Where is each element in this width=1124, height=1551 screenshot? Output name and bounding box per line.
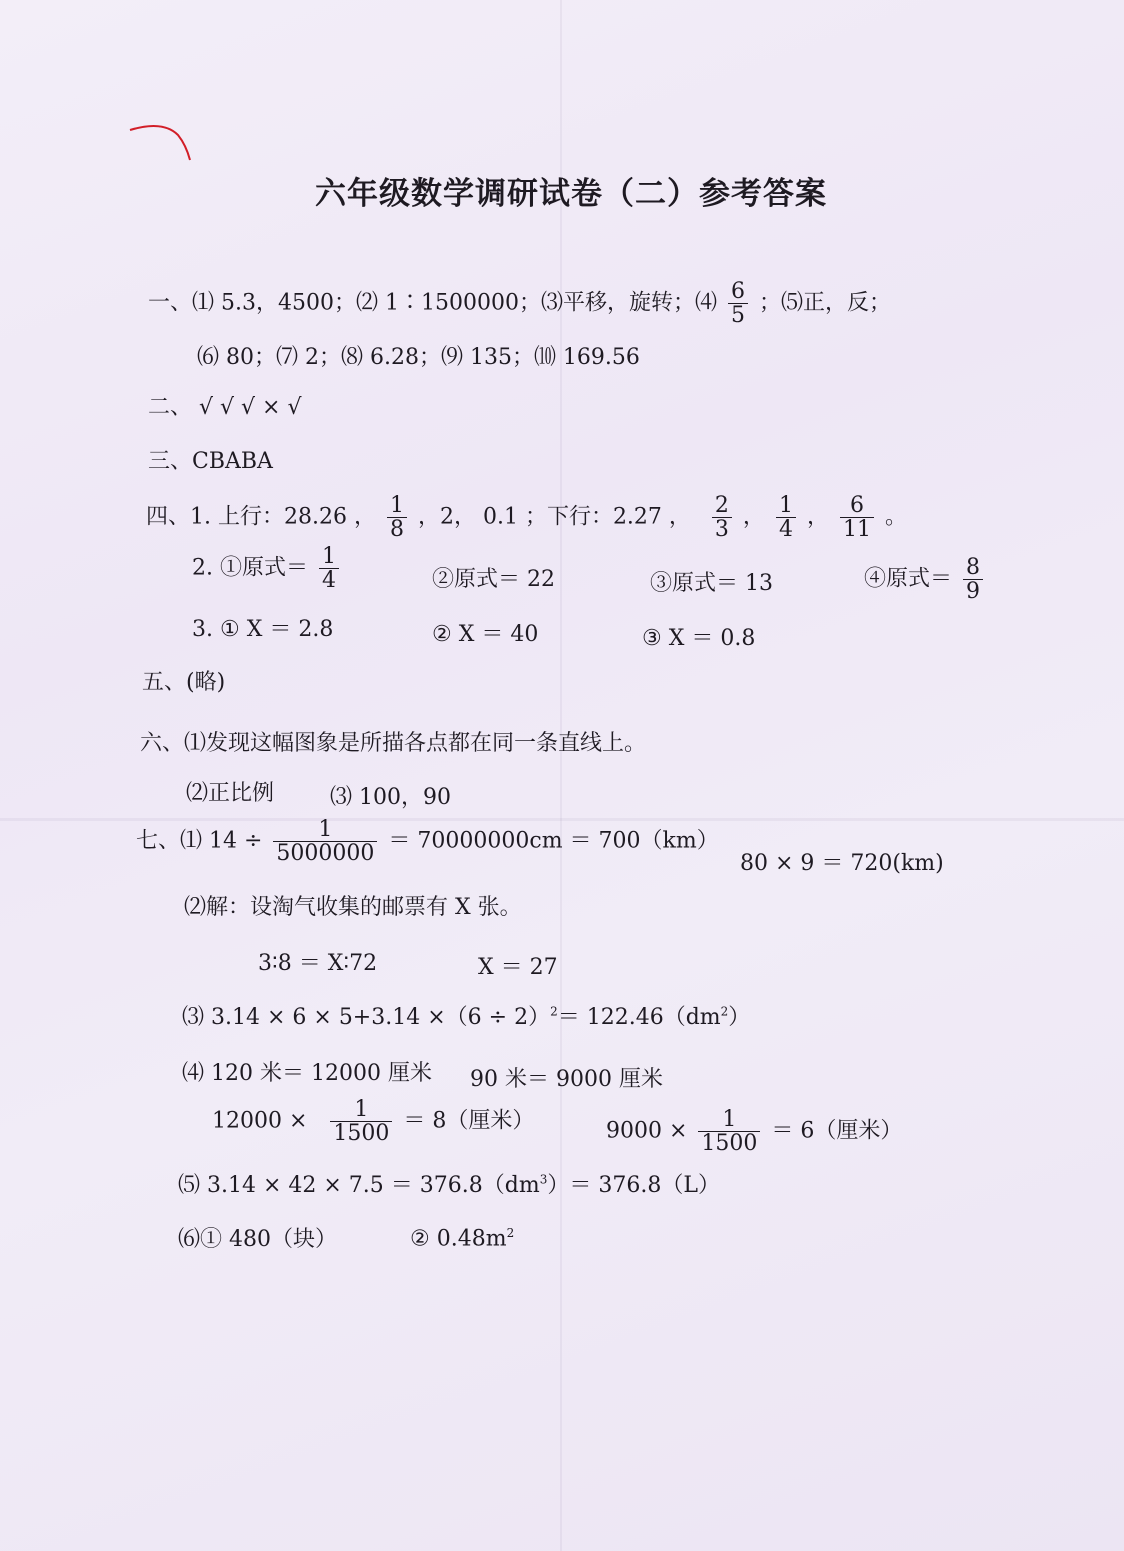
- section-1-line-2: ⑹ 80；⑺ 2；⑻ 6.28；⑼ 135；⑽ 169.56: [197, 345, 640, 370]
- text: ，: [742, 504, 765, 530]
- text: ④原式＝: [864, 566, 953, 592]
- section-7-q4-c: [212, 1098, 534, 1145]
- fraction-numerator: 1: [776, 494, 796, 518]
- fraction-numerator: 1: [319, 545, 339, 569]
- text: ＝ 122.46（dm: [557, 1005, 721, 1030]
- fraction-denominator: 3: [714, 517, 729, 543]
- section-4-row-2b: ②原式＝ 22: [432, 567, 555, 592]
- fraction: [728, 280, 748, 327]
- fraction: [387, 494, 407, 541]
- text: ＝ 8（厘米）: [403, 1108, 535, 1134]
- fraction-numerator: 6: [840, 494, 874, 518]
- text: ⑶ 3.14 × 6 × 5+3.14 ×（6 ÷ 2）: [182, 1005, 551, 1030]
- text: 七、⑴ 14 ÷: [136, 828, 263, 854]
- text: 2. ①原式＝: [192, 555, 308, 581]
- section-7-q1: [136, 818, 719, 865]
- section-4-row-3a: 3. ① X ＝ 2.8: [192, 617, 334, 642]
- fraction-denominator: 1500: [701, 1131, 758, 1157]
- superscript: 3: [539, 1172, 548, 1187]
- section-4-row-2c: ③原式＝ 13: [650, 571, 773, 596]
- text: 12000 ×: [212, 1108, 308, 1134]
- section-4-row-3b: ② X ＝ 40: [432, 622, 539, 647]
- red-pen-mark: [128, 120, 198, 170]
- fraction-denominator: 8: [389, 517, 404, 543]
- fraction-denominator: 4: [321, 568, 336, 594]
- section-4-row-2a: [192, 545, 343, 592]
- section-4-row-3c: ③ X ＝ 0.8: [642, 626, 756, 651]
- text: ⑸ 3.14 × 42 × 7.5 ＝ 376.8（dm: [178, 1173, 540, 1198]
- section-7-q4-a: ⑷ 120 米＝ 12000 厘米: [182, 1061, 432, 1086]
- paper-crease: [560, 0, 562, 1551]
- section-4-row-2d: [864, 556, 987, 603]
- section-1-line-1: [148, 280, 891, 327]
- section-6-line-2b: ⑶ 100，90: [330, 785, 451, 810]
- fraction-numerator: 8: [963, 556, 983, 580]
- fraction-numerator: 6: [728, 280, 748, 304]
- fraction: [776, 494, 796, 541]
- section-7-q2-a: ⑵解：设淘气收集的邮票有 X 张。: [184, 895, 522, 920]
- fraction-denominator: 5000000: [276, 841, 375, 867]
- fraction-numerator: 1: [273, 818, 377, 842]
- fraction-numerator: 1: [330, 1098, 392, 1122]
- text: ，2， 0.1 ；下行：2.27 ，: [417, 504, 691, 530]
- fraction-numerator: 1: [387, 494, 407, 518]
- text: ）: [728, 1005, 751, 1030]
- section-1-text-a: 一、⑴ 5.3，4500；⑵ 1∶1500000；⑶平移，旋转；⑷: [148, 290, 717, 316]
- section-7-q2-c: X ＝ 27: [478, 955, 558, 980]
- fraction: [698, 1108, 760, 1155]
- section-3: 三、CBABA: [148, 449, 273, 474]
- fraction-denominator: 11: [842, 517, 871, 543]
- section-4-row-1: [146, 494, 907, 541]
- section-7-q6-b: [410, 1226, 514, 1251]
- section-7-q6-a: ⑹① 480（块）: [178, 1227, 337, 1252]
- section-7-q5: [178, 1168, 720, 1199]
- text: 。: [884, 504, 907, 530]
- superscript: 2: [550, 1004, 558, 1019]
- superscript: 2: [720, 1004, 729, 1019]
- text: 四、1. 上行：28.26 ，: [146, 504, 376, 530]
- fraction: [712, 494, 732, 541]
- section-5: 五、(略): [142, 670, 226, 695]
- section-6-line-2a: ⑵正比例: [186, 781, 275, 806]
- fraction: [963, 556, 983, 603]
- section-7-q4-b: 90 米＝ 9000 厘米: [470, 1067, 663, 1092]
- text: ＝ 70000000cm ＝ 700（km）: [388, 828, 719, 854]
- page-title: 六年级数学调研试卷（二）参考答案: [315, 176, 827, 212]
- text: ＝ 6（厘米）: [771, 1118, 903, 1144]
- section-7-q4-d: [606, 1108, 902, 1155]
- text: ）＝ 376.8（L）: [547, 1173, 720, 1198]
- fraction-denominator: 4: [778, 517, 793, 543]
- section-7-q3: [182, 1000, 750, 1031]
- fraction-denominator: 1500: [333, 1121, 390, 1147]
- section-2: 二、 √ √ √ × √: [148, 395, 302, 420]
- section-1-text-b: ；⑸正，反；: [758, 290, 891, 316]
- fraction-denominator: 5: [730, 303, 745, 329]
- text: 9000 ×: [606, 1118, 688, 1144]
- section-7-q1-c: 80 × 9 ＝ 720(km): [740, 851, 944, 876]
- section-6-line-1: 六、⑴发现这幅图象是所描各点都在同一条直线上。: [140, 731, 647, 756]
- text: ，: [806, 504, 829, 530]
- fraction-denominator: 9: [966, 579, 981, 605]
- fraction-numerator: 1: [698, 1108, 760, 1132]
- fraction: [840, 494, 874, 541]
- fraction: [330, 1098, 392, 1145]
- fraction: [273, 818, 377, 865]
- superscript: 2: [506, 1226, 515, 1240]
- fraction-numerator: 2: [712, 494, 732, 518]
- text: ② 0.48m: [410, 1226, 507, 1252]
- fraction: [319, 545, 339, 592]
- section-7-q2-b: 3∶8 ＝ X∶72: [258, 951, 378, 976]
